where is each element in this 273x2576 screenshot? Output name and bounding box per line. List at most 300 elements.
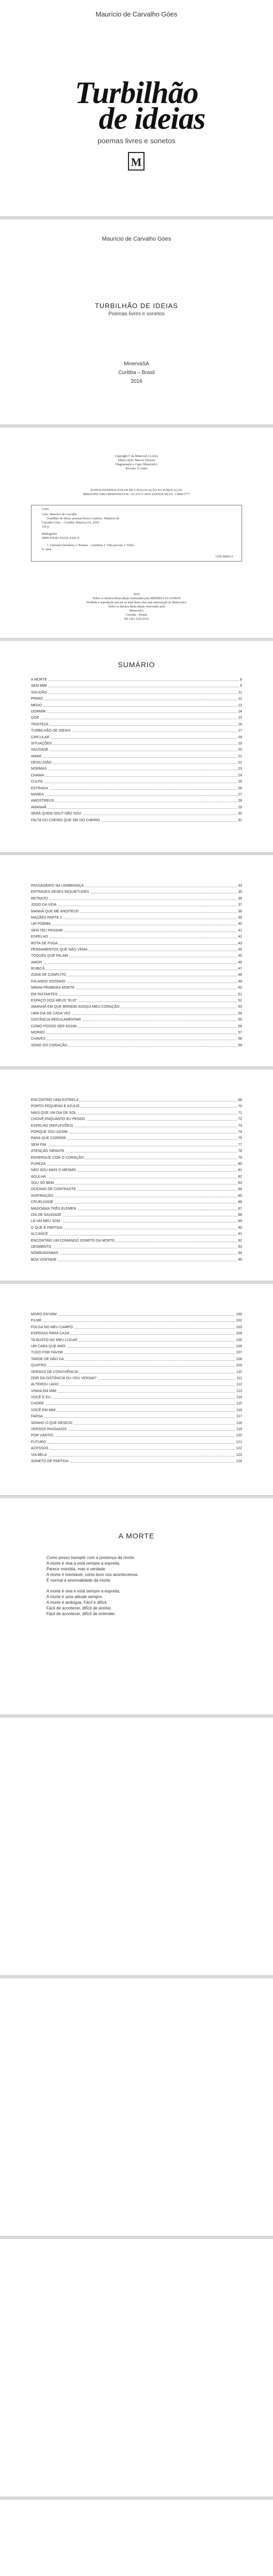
toc-entry (31, 915, 242, 921)
toc-entry (31, 1459, 242, 1465)
toc-entry (31, 1439, 242, 1446)
copyright-footer-line: Tel: (41) 3225-0335 (124, 618, 149, 621)
toc-entry-title: SOU SÓ BEM (31, 1180, 55, 1187)
toc-entry (31, 1414, 242, 1420)
title-page-year: 2016 (131, 379, 142, 384)
toc-entry-title: FILME (31, 1318, 43, 1324)
toc-entry-title: SEM FIM (31, 1142, 47, 1148)
toc-entry-title: CIRCULAR (31, 735, 51, 741)
toc-entry (31, 766, 242, 772)
toc-entry-page: 30 (237, 811, 242, 817)
toc-entry-page: 91 (237, 1231, 242, 1238)
cataloging-line: 1. Literatura brasileira 2. Poemas – coletânea 3. Vida pessoal. I. Título. (47, 544, 135, 547)
toc-entry (31, 1104, 242, 1110)
toc-entry-page: 22 (237, 760, 242, 766)
summary-page (0, 641, 273, 853)
toc-entry (31, 1024, 242, 1030)
toc-entry-page: 73 (237, 1123, 242, 1129)
toc-entry-page: 12 (237, 696, 242, 702)
verse: Fácil de acontecer, difícil de aceitar. (46, 1606, 112, 1611)
toc-entry (31, 683, 242, 689)
copyright-line: Revisão: O Autor (125, 467, 148, 470)
toc-entry-page: 55 (237, 1017, 242, 1023)
toc-entry-page: 50 (237, 985, 242, 991)
toc-entry-page: 29 (237, 805, 242, 811)
toc-entry-title: BOA VONTADE (31, 1257, 58, 1263)
toc-entry-page: 53 (237, 1004, 242, 1010)
toc-entry (31, 728, 242, 734)
toc-entry (31, 1129, 242, 1136)
toc-entry-title: MORRO (31, 1030, 46, 1036)
toc-entry-title: CHAVES (31, 1036, 46, 1042)
toc-entry-page: 115 (235, 1401, 242, 1407)
toc-entry-page: 104 (235, 1331, 242, 1337)
toc-entry-title: FOLGA NO MEU CAMPO (31, 1325, 74, 1331)
toc-entry-title: A MORTE (31, 677, 48, 683)
toc-entry-page: 110 (235, 1369, 242, 1376)
toc-entry (31, 1401, 242, 1407)
toc-entry-title: CRUELDADE (31, 1199, 54, 1206)
toc-leader-dots (31, 795, 242, 796)
copyright-footer-line: 2016 (133, 593, 140, 596)
toc-entry-page: 17 (237, 728, 242, 734)
toc-entry-page: 122 (235, 1446, 242, 1452)
toc-entry-page: 72 (237, 1116, 242, 1123)
toc-entry-page: 114 (235, 1395, 242, 1401)
toc-entry (31, 1350, 242, 1356)
toc-entry-title: ENTRAVES DESES INQUIETUDES (31, 889, 90, 895)
toc-entry (31, 703, 242, 709)
toc-leader-dots (31, 1385, 242, 1386)
toc-entry-page: 118 (235, 1420, 242, 1427)
toc-entry-title: VERSOS DE CONVIVÊNCIA (31, 1369, 79, 1376)
toc-entry-page: 124 (235, 1459, 242, 1465)
copyright-footer-line: Proibida a reprodução parcial ou total desta obra sem autorização da MinervaSA (86, 601, 187, 604)
toc-entry-title: CHAMA (31, 773, 45, 779)
toc-entry-title: ACESSOS (31, 1446, 50, 1452)
verse: A morte é ambígua. Fácil e difícil. (46, 1600, 108, 1605)
toc-leader-dots (31, 1411, 242, 1412)
toc-entry (31, 754, 242, 760)
toc-entry (31, 1174, 242, 1180)
verse: É normal a anormalidade da morte. (46, 1578, 111, 1583)
toc-entry-page: 40 (237, 921, 242, 927)
toc-entry (31, 1123, 242, 1129)
cataloging-header-line: DADOS INTERNACIONAIS DE CATALOGAÇÃO NA PUBLICAÇÃO (90, 489, 183, 492)
toc-entry (31, 998, 242, 1004)
toc-entry-title: SONHO O QUE DESEJO (31, 1420, 73, 1427)
toc-entry (31, 677, 242, 683)
toc-entry-page: 21 (237, 754, 242, 760)
verse: Fácil de acontecer, difícil de entender. (46, 1612, 116, 1616)
toc-entry-title: AMAR (31, 754, 42, 760)
toc-entry (31, 1155, 242, 1161)
toc-entry-title: FALTA DO CHEIRO QUE SEI DO CHEIRO (31, 818, 101, 824)
toc-leader-dots (31, 1366, 242, 1367)
toc-entry-page: 31 (237, 818, 242, 824)
toc-entry-title: UM CARA QUE AMO (31, 1344, 67, 1350)
toc-entry (31, 934, 242, 940)
toc-leader-dots (31, 1417, 242, 1418)
toc-entry-title: MINHA PRIMEIRA MORTE (31, 985, 76, 991)
toc-entry-title: ATENÇÃO INFANTE (31, 1148, 66, 1155)
toc-entry-page: 56 (237, 1024, 242, 1030)
toc-entry-page: 49 (237, 979, 242, 985)
toc-entry-page: 95 (237, 1257, 242, 1263)
toc-entry-page: 15 (237, 715, 242, 721)
toc-entry-title: PASSAGEIRO NA LEMBRANÇA (31, 883, 85, 889)
toc-leader-dots (31, 1222, 242, 1223)
toc-entry-page: 83 (237, 1180, 242, 1187)
toc-entry-title: SEM MIM (31, 683, 48, 689)
title-page-subtitle: Poemas livres e sonetos (108, 311, 165, 317)
toc-entry-title: MEDO (31, 703, 43, 709)
toc-entry (31, 1136, 242, 1142)
toc-entry-title: TOQUES QUE FALAM (31, 953, 69, 959)
toc-entry-title: TARDE DE NÃO DA (31, 1357, 65, 1363)
toc-entry-page: 89 (237, 1218, 242, 1225)
cataloging-line: CDD B869.11 (215, 555, 233, 558)
toc-entry-title: SAUDADE (31, 747, 50, 753)
cover-title-line-2: de ideias (99, 101, 205, 135)
toc-entry-title: SERÁ QUEM SOU? NÃO SOU (31, 811, 82, 817)
summary-title: SUMÁRIO (118, 660, 155, 669)
toc-entry-page: 84 (237, 1187, 242, 1193)
toc-entry (31, 1257, 242, 1263)
toc-entry-page: 14 (237, 709, 242, 715)
cataloging-frame (31, 505, 242, 562)
toc-entry-title: MAGOAMA TRÊS ELEMEN (31, 1206, 77, 1212)
toc-entry (31, 941, 242, 947)
toc-entry-page: 116 (235, 1408, 242, 1414)
toc-leader-dots (31, 1321, 242, 1322)
cover-author: Maurício de Carvalho Góes (95, 10, 178, 18)
toc-entry (31, 1357, 242, 1363)
toc-entry (31, 1161, 242, 1167)
toc-leader-dots (31, 1392, 242, 1393)
toc-entry (31, 1420, 242, 1427)
title-page-author: Maurício de Carvalho Góes (102, 236, 171, 242)
toc-entry (31, 992, 242, 998)
toc-entry-title: O QUE É PARTIDA (31, 1225, 63, 1231)
copyright-page (0, 428, 273, 638)
toc-entry-title: PENSAMENTOS QUE NÃO VEMA (31, 947, 89, 953)
toc-entry (31, 1312, 242, 1318)
toc-entry (31, 1225, 242, 1231)
blank-page (0, 2500, 273, 2576)
toc-entry (31, 1238, 242, 1244)
toc-leader-dots (31, 1203, 242, 1204)
toc-entry-title: FUTURO (31, 1439, 47, 1446)
toc-entry-page: 121 (235, 1439, 242, 1446)
toc-entry-page: 46 (237, 960, 242, 966)
toc-entry-page: 68 (237, 1097, 242, 1104)
cataloging-line: II. série. (42, 548, 52, 551)
copyright-footer (0, 592, 273, 621)
toc-entry-title: VIA BELA (31, 1452, 48, 1459)
poem-page (0, 1498, 273, 1715)
toc-entry-page: 112 (235, 1382, 242, 1388)
toc-entry-page: 9 (239, 683, 242, 689)
toc-entry-page: 16 (237, 722, 242, 728)
toc-entry-title: DOR (31, 715, 40, 721)
toc-leader-dots (31, 963, 242, 964)
toc-entry-page: 111 (235, 1376, 242, 1382)
toc-entry-title: SEM TEU PENSAR (31, 928, 64, 934)
toc-entry-page: 23 (237, 766, 242, 772)
toc-entry-page: 106 (235, 1344, 242, 1350)
toc-entry (31, 1433, 242, 1439)
toc-entry (31, 1250, 242, 1257)
toc-entry-title: AMOSTREUS (31, 798, 55, 804)
toc-entry (31, 1331, 242, 1337)
toc-entry-title: CULPA (31, 779, 44, 785)
toc-entry (31, 1231, 242, 1238)
toc-leader-dots (31, 1443, 242, 1444)
toc-entry-page: 79 (237, 1155, 242, 1161)
toc-entry-page: 100 (235, 1312, 242, 1318)
toc-page-2 (0, 855, 273, 1067)
title-page-city: Curitiba – Brasil (118, 370, 155, 376)
cataloging-line: Carvalho Góes. – Curitiba: Minerva SA, 2016. (42, 521, 100, 524)
toc-entry-page: 11 (237, 690, 242, 696)
toc-entry-title: ALTEROU LADO (31, 1382, 60, 1388)
publisher-logo: M (128, 152, 144, 171)
toc-entry-title: ENXERGUE COM O CORAÇÃO (31, 1155, 85, 1161)
toc-entry (31, 1369, 242, 1376)
toc-entry-title: DESILUSÃO (31, 760, 53, 766)
toc-entry (31, 909, 242, 915)
toc-entry (31, 1344, 242, 1350)
toc-entry (31, 1244, 242, 1250)
toc-entry-page: 108 (235, 1357, 242, 1363)
toc-leader-dots (31, 995, 242, 996)
toc-entry (31, 1376, 242, 1382)
toc-entry-title: ENCONTREI UM COMANDO SONETO DA MORTE (31, 1238, 116, 1244)
toc-entry (31, 811, 242, 817)
toc-entry (31, 741, 242, 747)
toc-entry-page: 113 (235, 1388, 242, 1395)
toc-entry-title: DESMENTO (31, 1244, 53, 1250)
toc-entry-title: TA BUSTO NO MEU LUGAR (31, 1337, 78, 1344)
copyright-line: Copyright © da MinervaSA Livros (115, 455, 158, 458)
toc-entry (31, 979, 242, 985)
toc-entry (31, 1388, 242, 1395)
title-page (0, 219, 273, 425)
toc-entry-title: TURBILHÃO DE IDEIAS (31, 728, 72, 734)
toc-entry-title: ESTRADA (31, 786, 49, 792)
toc-entry-page: 19 (237, 741, 242, 747)
toc-entry (31, 760, 242, 766)
stanza (46, 1555, 232, 1583)
toc-entry-page: 24 (237, 773, 242, 779)
toc-list (31, 883, 242, 1049)
toc-leader-dots (31, 744, 242, 745)
toc-entry-title: COMO POSSO SER ASSIM (31, 1024, 77, 1030)
toc-leader-dots (31, 1033, 242, 1034)
toc-entry (31, 1004, 242, 1010)
toc-entry (31, 1193, 242, 1199)
cover-page (0, 0, 273, 217)
toc-entry-title: PORTO PEQUENO E AZULIE (31, 1104, 81, 1110)
toc-entry (31, 1199, 242, 1206)
blank-page (0, 2239, 273, 2497)
toc-entry (31, 1218, 242, 1225)
copyright-footer-line: MinervaSA (129, 609, 144, 613)
toc-entry-title: ENCONTREI UMA ESTRELA (31, 1097, 79, 1104)
toc-entry-title: AMANHÃ EM QUE BRINDEI ASSIÇA MEU CORAÇÃO (31, 1004, 121, 1010)
toc-entry-title: FALANDO SOZINHO (31, 979, 67, 985)
toc-entry-title: DOR DA DISTÂNCIA OU VOU VERSIA? (31, 1376, 98, 1382)
toc-entry-page: 77 (237, 1142, 242, 1148)
toc-entry-page: 26 (237, 786, 242, 792)
verse: A morte é uma atitude sempre. (46, 1595, 103, 1599)
toc-entry-title: NOMEANDIMAS (31, 1250, 59, 1257)
toc-entry-title: DIA DE SAUDADE (31, 1212, 62, 1218)
toc-entry (31, 1452, 242, 1459)
toc-leader-dots (31, 706, 242, 707)
toc-leader-dots (31, 738, 242, 739)
toc-entry-page: 57 (237, 1030, 242, 1036)
toc-entry (31, 1043, 242, 1049)
toc-leader-dots (31, 1398, 242, 1399)
toc-entry (31, 1011, 242, 1017)
cataloging-line: G595 (42, 508, 49, 511)
toc-entry-page: 82 (237, 1174, 242, 1180)
toc-entry-title: VINHA EM MIM (31, 1388, 57, 1395)
toc-entry-title: POR VÁRTIO (31, 1433, 54, 1439)
toc-entry-page: 28 (237, 798, 242, 804)
cataloging-header (0, 488, 273, 497)
toc-entry (31, 1427, 242, 1433)
toc-entry-title: MAÇÃES PARTE 2 (31, 915, 63, 921)
toc-entry-title: ESPELHO (REFLEXÕES) (31, 1123, 74, 1129)
verse: A morte é viva e está sempre a espreita, (46, 1589, 121, 1594)
toc-entry-page: 81 (237, 1167, 242, 1174)
toc-entry-page: 39 (237, 915, 242, 921)
cover-title-line-1: Turbilhão (75, 76, 198, 110)
toc-entry-page: 117 (235, 1414, 242, 1420)
verse: A morte é viva a está sempre a espreita. (46, 1561, 121, 1566)
toc-entry (31, 1206, 242, 1212)
toc-entry (31, 1030, 242, 1036)
copyright-line: Diagramação e Capa: MinervaSA (115, 463, 158, 466)
toc-entry-page: 35 (237, 889, 242, 895)
toc-entry (31, 889, 242, 895)
toc-entry-title: DISTÂNCIA REGULAMENTAR (31, 1017, 82, 1023)
copyright-footer-line: Curitiba - Paraná (126, 614, 147, 617)
toc-entry (31, 709, 242, 715)
toc-entry-page: 47 (237, 966, 242, 972)
toc-entry-page: 80 (237, 1161, 242, 1167)
toc-entry (31, 883, 242, 889)
toc-leader-dots (31, 757, 242, 758)
toc-entry-title: AMANHÃ (31, 805, 47, 811)
toc-entry-page: 18 (237, 735, 242, 741)
toc-entry (31, 896, 242, 902)
toc-entry-title: MAIS QUE UM DIA DE SOL (31, 1110, 77, 1116)
toc-entry-page: 90 (237, 1225, 242, 1231)
toc-entry (31, 747, 242, 753)
toc-entry-page: 92 (237, 1238, 242, 1244)
toc-leader-dots (31, 693, 242, 694)
toc-entry (31, 1180, 242, 1187)
toc-entry (31, 735, 242, 741)
toc-leader-dots (31, 1404, 242, 1405)
toc-entry-title: VERSOS PASSADOS (31, 1427, 68, 1433)
toc-page-4 (0, 1284, 273, 1496)
toc-entry (31, 966, 242, 972)
toc-entry-page: 123 (235, 1452, 242, 1459)
copyright-line: Editor chefe: Marcos Oliveira (118, 459, 155, 462)
toc-entry-page: 119 (235, 1427, 242, 1433)
verse: A morte é inevitável, como bom nos acontecemos. (46, 1572, 139, 1577)
toc-entry-page: 120 (235, 1433, 242, 1439)
toc-entry (31, 947, 242, 953)
toc-entry-title: SONETO DE PARTIDA (31, 1459, 70, 1465)
toc-entry-page: 13 (237, 703, 242, 709)
toc-entry (31, 722, 242, 728)
title-page-publisher: MinervaSA (124, 361, 149, 367)
toc-entry (31, 1116, 242, 1123)
toc-list (31, 1097, 242, 1263)
toc-entry-page: 51 (237, 992, 242, 998)
toc-entry-title: MANHÃ QUE ME ANOITECE (31, 909, 79, 915)
toc-entry (31, 1097, 242, 1104)
toc-entry-title: AMOR (31, 960, 43, 966)
toc-entry (31, 1017, 242, 1023)
toc-entry-title: PUREZA (31, 1161, 46, 1167)
toc-entry-title: DORMIR (31, 709, 46, 715)
title-page-title: TURBILHÃO DE IDEIAS (94, 302, 179, 310)
toc-entry-title: PRIMO (31, 696, 44, 702)
toc-entry (31, 953, 242, 959)
toc-entry-page: 107 (235, 1350, 242, 1356)
toc-entry (31, 1325, 242, 1331)
toc-entry-title: ESPERAS PARA CASA (31, 1331, 70, 1337)
toc-entry-title: ESPELHO (31, 934, 49, 940)
blank-page (0, 1978, 273, 2236)
toc-entry-page: 48 (237, 972, 242, 978)
toc-entry (31, 960, 242, 966)
toc-entry (31, 779, 242, 785)
toc-entry (31, 1446, 242, 1452)
cataloging-line: Góes, Maurício de Carvalho (42, 513, 77, 516)
toc-entry-title: PORQUE SOU ASSIM (31, 1129, 69, 1136)
toc-entry-title: SITUAÇÕES (31, 741, 53, 747)
toc-list (31, 1312, 242, 1465)
toc-entry-title: TUDO POR FAVOR (31, 1350, 64, 1356)
toc-entry (31, 690, 242, 696)
toc-entry-title: VOCÊ E EU (31, 1395, 52, 1401)
toc-entry (31, 1212, 242, 1218)
toc-page-3 (0, 1070, 273, 1281)
toc-leader-dots (31, 944, 242, 945)
toc-entry (31, 902, 242, 908)
toc-entry-title: RUBICÃ (31, 966, 45, 972)
copyright-credits (0, 454, 273, 471)
toc-entry-page: 94 (237, 1250, 242, 1257)
toc-entry-title: SOLIDÃO (31, 690, 48, 696)
toc-entry-page: 86 (237, 1199, 242, 1206)
toc-entry-title: QUATRO (31, 1363, 47, 1369)
toc-entry (31, 985, 242, 991)
toc-entry-title: UM POEMA (31, 921, 52, 927)
poem-body (46, 1555, 232, 1622)
toc-entry-page: 71 (237, 1110, 242, 1116)
toc-entry-title: PARA QUE CORRER (31, 1136, 67, 1142)
toc-entry-title: UMA DIA DE CADA VEZ (31, 1011, 72, 1017)
